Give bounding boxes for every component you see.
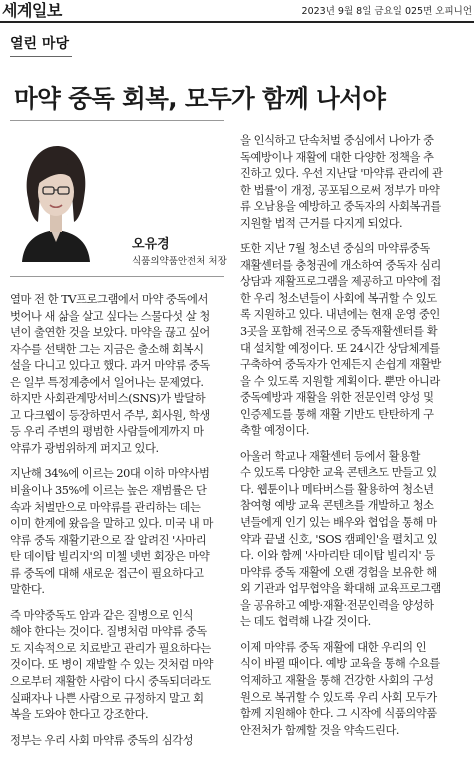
article-text-line: 는 데도 협력해 나갈 것이다. xyxy=(240,615,371,629)
article-text-line: 실패자나 나쁜 사람으로 규정하지 말고 회 xyxy=(10,691,204,705)
article-text-line: 마약류 중독 재활에 오랜 경험을 보유한 해 xyxy=(240,565,437,579)
article-text-line: 참여형 예방 교육 콘텐츠를 개발하고 청소 xyxy=(240,499,434,513)
article-text-line: 다. 이와 함께 '사마리탄 데이탑 빌리지' 등 xyxy=(240,549,435,563)
headline: 마약 중독 회복, 모두가 함께 나서야 xyxy=(14,84,386,113)
article-text-line: 구축하여 중독자가 언제든지 손쉽게 재활받 xyxy=(240,358,441,372)
article-text-line: 중독예방과 재활을 위한 전문인력 양성 및 xyxy=(240,391,434,405)
article-text-line: 외 기관과 업무협약을 확대해 교육프로그램 xyxy=(240,582,441,596)
article-text-line: 재활센터를 충청권에 개소하여 중독자 심리 xyxy=(240,258,441,272)
article-text-line: 수 있도록 다양한 교육 콘텐츠도 만들고 있 xyxy=(240,466,437,480)
top-rule xyxy=(0,21,474,23)
paragraph-gap xyxy=(240,631,468,640)
article-text-line: 을 인식하고 단속처벌 중심에서 나아가 중 xyxy=(240,134,434,147)
article-text-line: 을 공유하고 예방·재활·전문인력을 양성하 xyxy=(240,598,434,612)
article-text-line: 도 지속적으로 치료받고 관리가 필요하다는 xyxy=(10,641,211,655)
article-text-line: 억제하고 재활을 통해 건강한 사회의 구성 xyxy=(240,673,434,687)
article-text-line: 인증제도를 통해 재활 기반도 탄탄하게 구 xyxy=(240,407,434,421)
author-title: 식품의약품안전처 처장 xyxy=(132,256,227,267)
author-photo xyxy=(12,132,100,262)
article-text-line: 한 법률'이 개정, 공포됨으로써 정부가 마약 xyxy=(240,183,440,197)
article-text-line: 지원할 법적 근거를 다지게 되었다. xyxy=(240,216,403,230)
article-text-line: 등 우리 주변의 평범한 사람들에게까지 마 xyxy=(10,425,204,439)
newspaper-logo: 세계일보 xyxy=(2,1,62,20)
article-text-line: 한 우리 청소년들이 사회에 복귀할 수 있도 xyxy=(240,291,437,305)
article-text-line: 함께 지원해야 한다. 그 시작에 식품의약품 xyxy=(240,707,437,721)
article-text-line: 속과 처벌만으로 마약류를 관리하는 데는 xyxy=(10,500,201,514)
article-text-line: 다. 웹툰이나 메타버스를 활용하여 청소년 xyxy=(240,482,434,496)
article-text-line: 또한 지난 7월 청소년 중심의 마약류중독 xyxy=(240,242,430,256)
article-text-line: 년들에게 인기 있는 배우와 협업을 통해 마 xyxy=(240,516,437,530)
article-text-line: 년이 출연한 것을 보았다. 마약을 끊고 싶어 xyxy=(10,326,210,340)
article-text-line: 지난해 34%에 이르는 20대 이하 마약사범 xyxy=(10,467,210,481)
article-text-line: 을 수 있도록 지원할 계획이다. 뿐만 아니라 xyxy=(240,374,440,388)
article-text-line: 류 오남용을 예방하고 중독자의 사회복귀를 xyxy=(240,200,441,214)
article-text-line: 으로부터 재활한 사람이 다시 중독되더라도 xyxy=(10,675,211,689)
article-text-line: 해야 한다는 것이다. 질병처럼 마약류 중독 xyxy=(10,625,207,639)
article-text-line: 약류 중독 재활기관으로 잘 알려진 '사마리 xyxy=(10,533,207,547)
dateline: 2023년 9월 8일 금요일 025면 오피니언 xyxy=(301,6,472,17)
article-text-line: 비율이나 35%에 이르는 높은 재범률은 단 xyxy=(10,484,207,498)
headline-rule xyxy=(10,120,224,121)
article-text-line: 은 일부 특정계층에서 일어나는 문제였다. xyxy=(10,375,204,389)
section-rule xyxy=(10,56,72,57)
article-text-line: 복을 도와야 한다고 강조한다. xyxy=(10,708,149,722)
article-text-line: 말한다. xyxy=(10,583,45,597)
paragraph-gap xyxy=(10,599,226,608)
article-text-line: 고 다크웹이 등장하면서 주부, 회사원, 학생 xyxy=(10,408,210,422)
paragraph-gap xyxy=(10,724,226,733)
article-text-line: 약과 끝낼 신호, 'SOS 캠페인'을 펼치고 있 xyxy=(240,532,438,546)
article-text-line: 독예방이나 재활에 대한 다양한 정책을 추 xyxy=(240,150,434,164)
article-text-line: 정부는 우리 사회 마약류 중독의 심각성 xyxy=(10,733,194,747)
article-text-line: 식이 바뀔 때이다. 예방 교육을 통해 수요를 xyxy=(240,657,440,671)
paragraph-gap xyxy=(10,457,226,466)
byline-rule xyxy=(10,276,224,277)
article-text-line: 원으로 복귀할 수 있도록 우리 사회 모두가 xyxy=(240,690,437,704)
article-text-line: 록 지원하고 있다. 내년에는 현재 운영 중인 xyxy=(240,308,440,322)
masthead xyxy=(0,0,474,20)
article-text-line: 3곳을 포함해 전국으로 중독재활센터를 확 xyxy=(240,325,438,339)
article-text-line: 이미 한계에 왔음을 말하고 있다. 미국 내 마 xyxy=(10,517,213,531)
article-text-line: 류 중독에 대해 새로운 접근이 필요하다고 xyxy=(10,566,204,580)
article-text-line: 축할 예정이다. xyxy=(240,424,310,438)
article-text-line: 자수를 선택한 그는 지금은 출소해 회복시 xyxy=(10,342,204,356)
author-name: 오유경 xyxy=(132,237,170,252)
paragraph-gap xyxy=(240,232,468,241)
article-text-line: 즉 마약중독도 암과 같은 질병으로 인식 xyxy=(10,608,194,622)
article-text-line: 열마 전 한 TV프로그램에서 마약 중독에서 xyxy=(10,293,208,306)
article-text-line: 탄 데이탑 빌리지'의 미첼 넷번 회장은 마약 xyxy=(10,550,210,564)
article-text-line: 약류가 광범위하게 퍼지고 있다. xyxy=(10,441,159,455)
article-text-line: 상담과 재활프로그램을 제공하고 마약에 접 xyxy=(240,275,441,289)
article-text-line: 하지만 사회관계망서비스(SNS)가 발달하 xyxy=(10,392,206,406)
article-text-line: 것이다. 또 병이 재발할 수 있는 것처럼 마약 xyxy=(10,658,213,672)
article-text-line: 아울러 학교나 재활센터 등에서 활용할 xyxy=(240,449,420,463)
article-text-line: 진하고 있다. 우선 지난달 '마약류 관리에 관 xyxy=(240,167,443,181)
article-text-line: 벗어나 새 삶을 살고 싶다는 스물다섯 살 청 xyxy=(10,309,210,323)
article-text-line: 설을 다니고 있다고 했다. 과거 마약류 중독 xyxy=(10,359,210,373)
paragraph-gap xyxy=(240,440,468,449)
article-column-left xyxy=(10,292,226,749)
article-text-line: 대 설치할 예정이다. 또 24시간 상담체계를 xyxy=(240,341,440,355)
section-label: 열린 마당 xyxy=(10,36,69,52)
article-column-right xyxy=(240,133,468,739)
article-text-line: 안전처가 함께할 것을 약속드린다. xyxy=(240,723,400,737)
article-text-line: 이제 마약류 중독 재활에 대한 우리의 인 xyxy=(240,640,427,654)
